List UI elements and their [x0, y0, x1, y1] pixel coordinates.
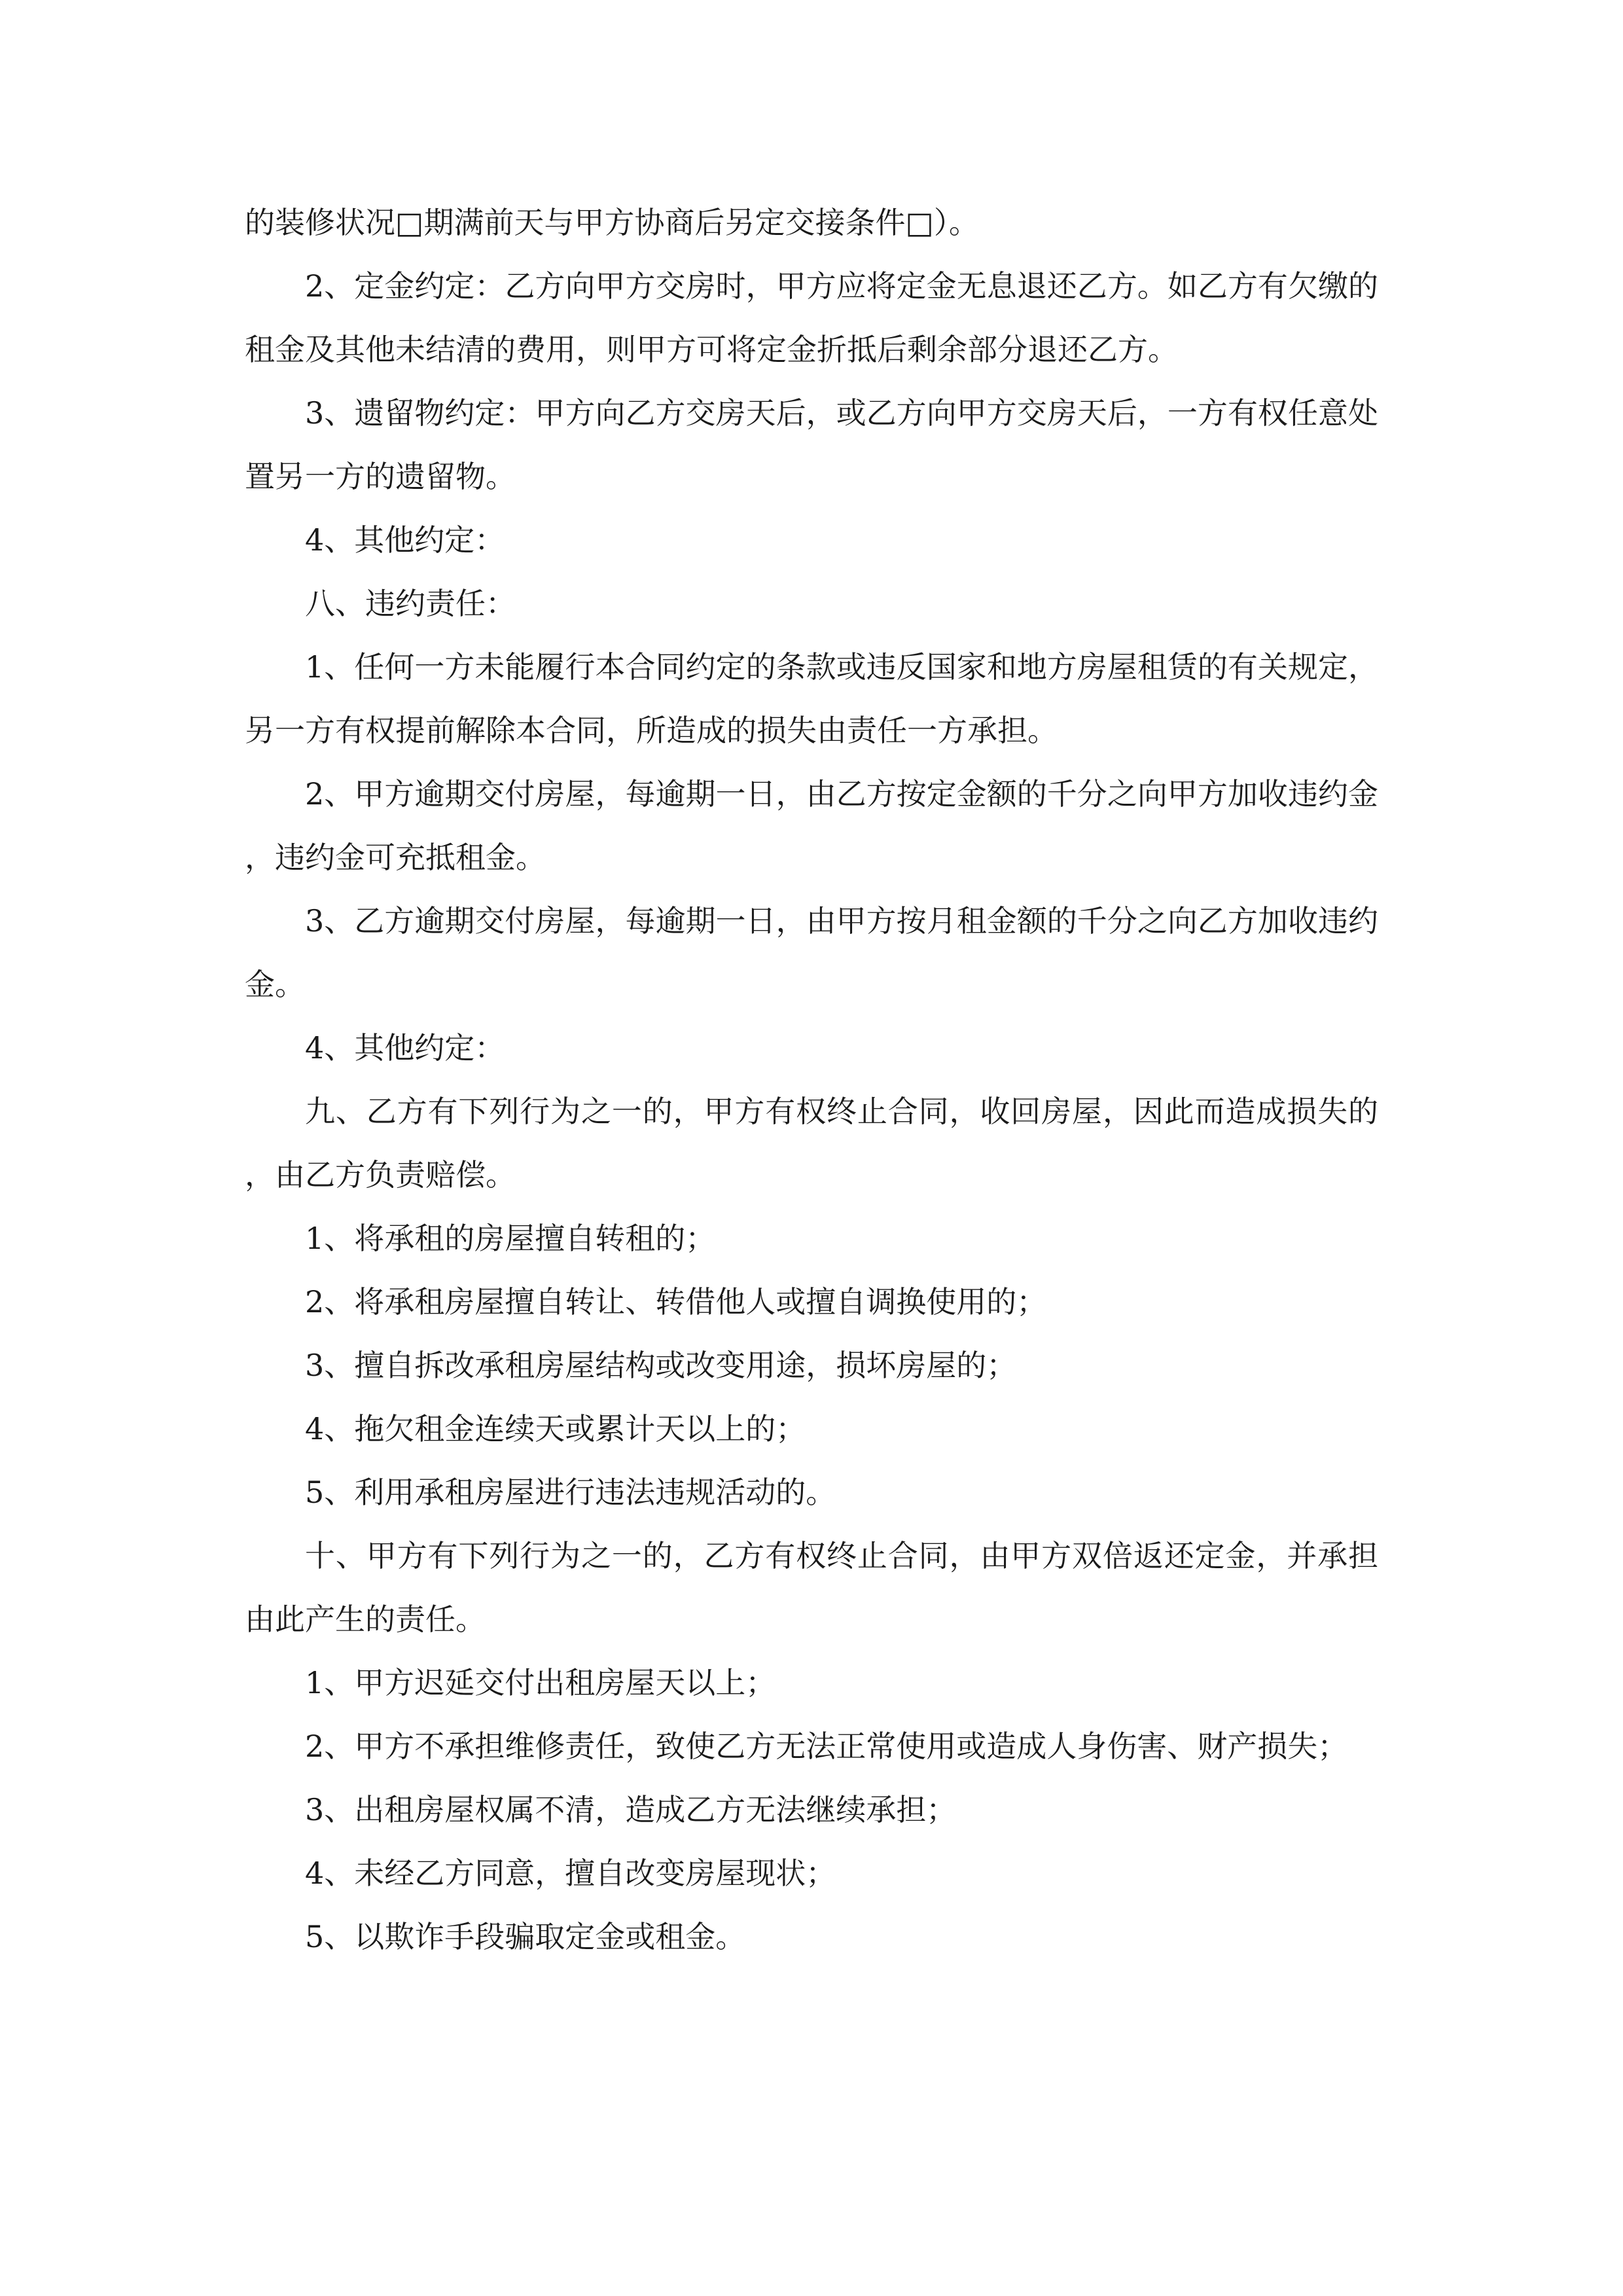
paragraph-other-agreements: 4、其他约定： — [305, 522, 505, 558]
list-item-landlord-5: 5、以欺诈手段骗取定金或租金。 — [305, 1919, 746, 1954]
paragraph-breach-item-2: 2、甲方逾期交付房屋，每逾期一日，由乙方按定金额的千分之向甲方加收违约金，违约金可充抵租金。 — [245, 776, 1378, 875]
paragraph-deposit-clause: 2、定金约定：乙方向甲方交房时，甲方应将定金无息退还乙方。如乙方有欠缴的租金及其他未结清的费用，则甲方可将定金折抵后剩余部分退还乙方。 — [245, 268, 1378, 367]
paragraph-breach-item-3: 3、乙方逾期交付房屋，每逾期一日，由甲方按月租金额的千分之向乙方加收违约金。 — [245, 903, 1378, 1002]
paragraph-leftover-items-clause: 3、遗留物约定：甲方向乙方交房天后，或乙方向甲方交房天后，一方有权任意处置另一方的遗留物。 — [245, 395, 1378, 494]
list-item-landlord-2: 2、甲方不承担维修责任，致使乙方无法正常使用或造成人身伤害、财产损失； — [305, 1729, 1348, 1764]
list-item-landlord-3: 3、出租房屋权属不清，造成乙方无法继续承担； — [305, 1792, 957, 1827]
section-heading-tenant-termination: 九、乙方有下列行为之一的，甲方有权终止合同，收回房屋，因此而造成损失的，由乙方负责赔偿。 — [245, 1094, 1378, 1193]
list-item-tenant-4: 4、拖欠租金连续天或累计天以上的； — [305, 1411, 806, 1446]
paragraph-breach-item-4: 4、其他约定： — [305, 1030, 505, 1066]
paragraph-continuation: 的装修状况□期满前天与甲方协商后另定交接条件□）。 — [245, 205, 979, 240]
paragraph-breach-item-1: 1、任何一方未能履行本合同约定的条款或违反国家和地方房屋租赁的有关规定，另一方有权提前解除本合同，所造成的损失由责任一方承担。 — [245, 649, 1378, 748]
list-item-landlord-4: 4、未经乙方同意，擅自改变房屋现状； — [305, 1856, 836, 1891]
document-body — [245, 191, 1378, 1969]
list-item-tenant-5: 5、利用承租房屋进行违法违规活动的。 — [305, 1475, 836, 1510]
list-item-landlord-1: 1、甲方迟延交付出租房屋天以上； — [305, 1665, 776, 1700]
list-item-tenant-1: 1、将承租的房屋擅自转租的； — [305, 1221, 716, 1256]
section-heading-landlord-termination: 十、甲方有下列行为之一的，乙方有权终止合同，由甲方双倍返还定金，并承担由此产生的责任。 — [245, 1538, 1378, 1637]
list-item-tenant-2: 2、将承租房屋擅自转让、转借他人或擅自调换使用的； — [305, 1284, 1047, 1319]
list-item-tenant-3: 3、擅自拆改承租房屋结构或改变用途，损坏房屋的； — [305, 1348, 1017, 1383]
section-heading-breach-liability: 八、违约责任： — [305, 586, 516, 621]
